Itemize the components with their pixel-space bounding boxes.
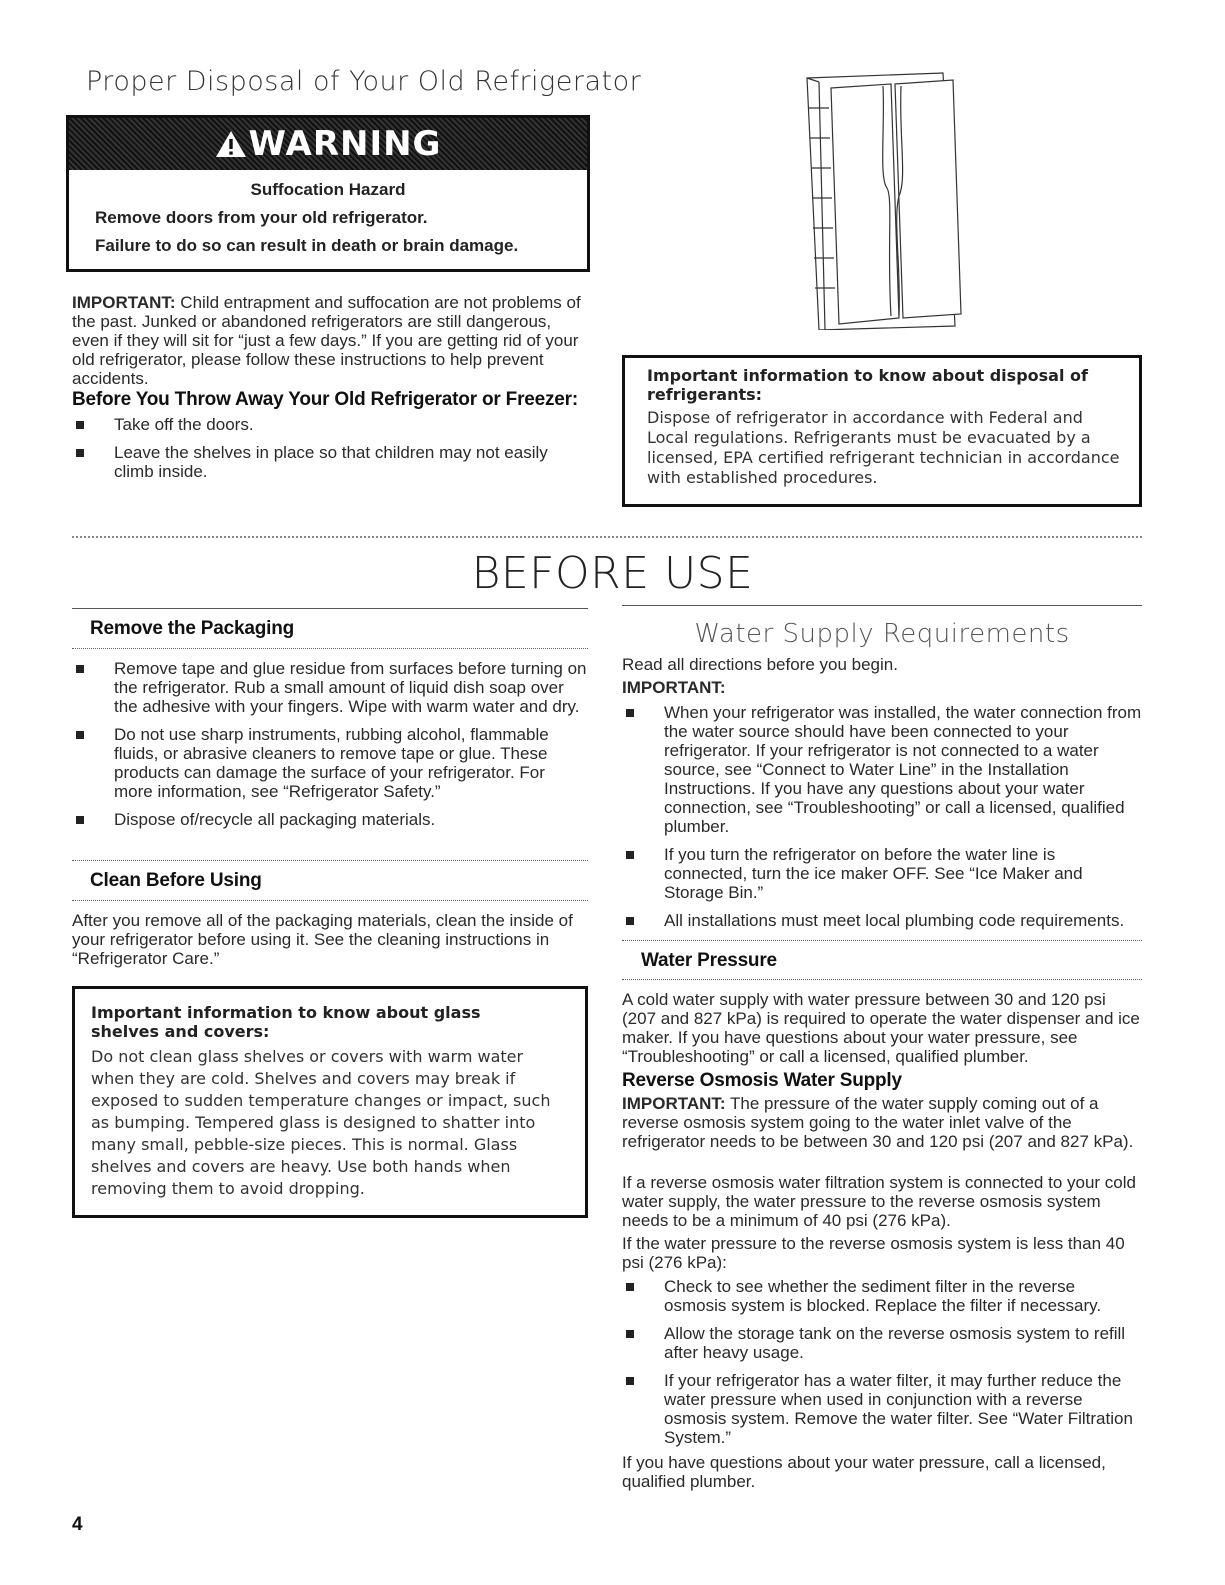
- water-supply-heading: Water Supply Requirements: [694, 619, 1070, 649]
- water-pressure-closing: If you have questions about your water pressure, call a licensed, qualified plumber.: [622, 1453, 1106, 1491]
- refrigerant-box-title: Important information to know about disposal of refrigerants:: [647, 366, 1088, 404]
- rule: [72, 900, 588, 901]
- before-use-title: BEFORE USE: [471, 548, 754, 599]
- important-text: Child entrapment and suffocation are not problems of the past. Junked or abandoned refrigerators are still dangerous, even if they will sit for “just a few days.” If you are getting rid of your old refrigerator, please follow these instructions to help prevent accidents.: [72, 293, 581, 388]
- reverse-osmosis-heading: Reverse Osmosis Water Supply: [622, 1070, 902, 1091]
- ro-bullet-list: [622, 1277, 1142, 1456]
- packaging-bullet-list: [72, 659, 588, 838]
- rule: [72, 860, 588, 861]
- warning-line-1: Remove doors from your old refrigerator.: [95, 208, 428, 227]
- disposal-important-paragraph: [72, 293, 592, 388]
- warning-line-2: Failure to do so can result in death or brain damage.: [95, 236, 519, 255]
- list-item: If your refrigerator has a water filter, it may further reduce the water pressure when used in conjunction with a reverse osmosis system. Remove the water filter. See “Water Filtration System.”: [622, 1371, 1142, 1447]
- water-pressure-text: A cold water supply with water pressure between 30 and 120 psi (207 and 827 kPa) is required to operate the water dispenser and ice maker. If you have questions about your water pressure, see “Troubleshooting” or call a licensed, qualified plumber.: [622, 990, 1140, 1066]
- ro-important-text: The pressure of the water supply coming out of a reverse osmosis system going to the water inlet valve of the refrigerator needs to be between 30 and 120 psi (207 and 827 kPa).: [622, 1094, 1134, 1151]
- warning-triangle-icon: [215, 129, 247, 159]
- ro-paragraph-2: If a reverse osmosis water filtration system is connected to your cold water supply, the water pressure to the reverse osmosis system needs to be a minimum of 40 psi (276 kPa).: [622, 1173, 1136, 1230]
- rule: [622, 940, 1142, 941]
- list-item: If you turn the refrigerator on before the water line is connected, turn the ice maker OFF. See “Ice Maker and Storage Bin.”: [622, 845, 1142, 902]
- warning-hazard: Suffocation Hazard: [250, 180, 406, 199]
- warning-banner-text: WARNING: [248, 124, 442, 164]
- list-item: Leave the shelves in place so that children may not easily climb inside.: [72, 443, 572, 481]
- list-item: Remove tape and glue residue from surfaces before turning on the refrigerator. Rub a small amount of liquid dish soap over the adhesive with your fingers. Wipe with warm water and dry.: [72, 659, 588, 716]
- warning-box: [66, 115, 590, 272]
- important-label: IMPORTANT:: [72, 293, 176, 312]
- remove-packaging-heading: Remove the Packaging: [90, 618, 295, 639]
- list-item: Take off the doors.: [72, 415, 572, 434]
- warning-banner: [69, 118, 587, 170]
- list-item: When your refrigerator was installed, the water connection from the water source should have been connected to your refrigerator. If your refrigerator is not connected to a water source, see “Connect to Water Line” in the Installation Instructions. If you have any questions about your water connection, see “Troubleshooting” or call a licensed, qualified plumber.: [622, 703, 1142, 836]
- list-item: Check to see whether the sediment filter in the reverse osmosis system is blocked. Replace the filter if necessary.: [622, 1277, 1142, 1315]
- ro-important-label: IMPORTANT:: [622, 1094, 726, 1113]
- refrigerant-info-box: [622, 355, 1142, 507]
- disposal-title: Proper Disposal of Your Old Refrigerator: [86, 66, 642, 97]
- water-supply-bullet-list: [622, 703, 1142, 939]
- disposal-bullet-list: [72, 415, 572, 490]
- ro-important-paragraph: [622, 1094, 1142, 1151]
- rule: [622, 605, 1142, 606]
- refrigerator-illustration: [795, 68, 965, 330]
- before-throw-away-heading: Before You Throw Away Your Old Refrigerator or Freezer:: [72, 389, 578, 410]
- rule: [72, 648, 588, 649]
- list-item: All installations must meet local plumbing code requirements.: [622, 911, 1142, 930]
- list-item: Dispose of/recycle all packaging materials.: [72, 810, 588, 829]
- water-pressure-heading: Water Pressure: [641, 950, 777, 971]
- water-supply-intro: Read all directions before you begin.: [622, 655, 898, 674]
- glass-box-body: Do not clean glass shelves or covers with warm water when they are cold. Shelves and covers may break if exposed to sudden temperature changes or impact, such as bumping. Tempered glass is designed to shatter into many small, pebble-size pieces. This is normal. Glass shelves and covers are heavy. Use both hands when removing them to avoid dropping.: [91, 1047, 551, 1198]
- list-item: Allow the storage tank on the reverse osmosis system to refill after heavy usage.: [622, 1324, 1142, 1362]
- page-number: 4: [72, 1514, 83, 1535]
- ro-paragraph-3: If the water pressure to the reverse osmosis system is less than 40 psi (276 kPa):: [622, 1234, 1125, 1272]
- rule: [622, 979, 1142, 980]
- clean-before-text: After you remove all of the packaging materials, clean the inside of your refrigerator before using it. See the cleaning instructions in “Refrigerator Care.”: [72, 911, 573, 968]
- section-divider: [72, 536, 1142, 538]
- glass-box-title: Important information to know about glass shelves and covers:: [91, 1003, 481, 1041]
- refrigerant-box-body: Dispose of refrigerator in accordance with Federal and Local regulations. Refrigerants must be evacuated by a licensed, EPA certified refrigerant technician in accordance with established procedures.: [647, 408, 1120, 487]
- rule: [72, 608, 588, 609]
- clean-before-heading: Clean Before Using: [90, 870, 262, 891]
- water-supply-important-label: IMPORTANT:: [622, 678, 726, 697]
- list-item: Do not use sharp instruments, rubbing alcohol, flammable fluids, or abrasive cleaners to remove tape or glue. These products can damage the surface of your refrigerator. For more information, see “Refrigerator Safety.”: [72, 725, 588, 801]
- glass-shelves-info-box: [72, 986, 588, 1218]
